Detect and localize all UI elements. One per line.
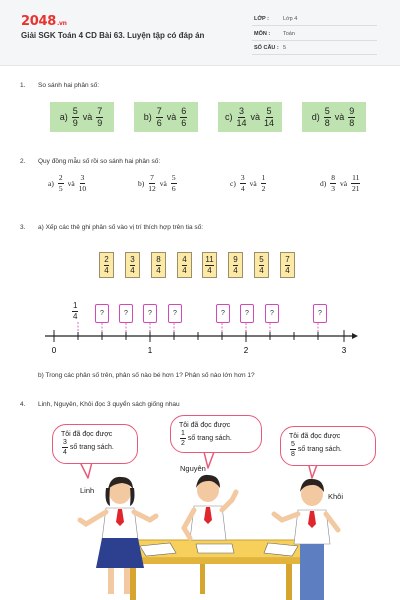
and-word: và bbox=[334, 112, 345, 122]
meta-value: Lớp 4 bbox=[283, 16, 298, 22]
question-text: Linh, Nguyên, Khôi đọc 3 quyển sách giống nhau bbox=[38, 401, 180, 408]
numerator: 5 bbox=[291, 441, 295, 449]
numerator: 3 bbox=[63, 439, 67, 447]
bubble-line-2-row bbox=[289, 441, 367, 458]
denominator: 4 bbox=[182, 265, 187, 275]
denominator: 5 bbox=[58, 183, 63, 193]
denominator: 8 bbox=[349, 117, 355, 128]
fraction bbox=[180, 430, 186, 447]
bubble-line-2: số trang sách. bbox=[297, 446, 342, 454]
numerator: 6 bbox=[181, 105, 187, 116]
numerator: 7 bbox=[150, 173, 154, 182]
denominator: 4 bbox=[285, 265, 290, 275]
axis-label: 2 bbox=[243, 346, 249, 355]
page-title: Giải SGK Toán 4 CD Bài 63. Luyện tập có đáp án bbox=[21, 31, 205, 40]
speech-bubble-linh bbox=[52, 424, 138, 464]
numerator: 5 bbox=[171, 173, 176, 182]
answer-box[interactable]: ? bbox=[216, 304, 230, 323]
denominator: 6 bbox=[181, 117, 187, 128]
item-label: c) bbox=[224, 112, 233, 122]
denominator: 4 bbox=[104, 265, 109, 275]
question-text: So sánh hai phân số: bbox=[38, 82, 100, 89]
bubble-line-2-row bbox=[61, 439, 129, 456]
meta-value: 5 bbox=[283, 45, 287, 51]
and-word: và bbox=[159, 178, 167, 188]
denominator: 4 bbox=[259, 265, 264, 275]
answer-box[interactable]: ? bbox=[168, 304, 182, 323]
speech-bubble-nguyen bbox=[170, 415, 262, 453]
denominator: 9 bbox=[97, 117, 103, 128]
bubble-line-2-row bbox=[179, 430, 253, 447]
and-word: và bbox=[67, 178, 75, 188]
bubble-line-1: Tôi đã đọc được bbox=[289, 433, 341, 440]
item-label: b) bbox=[138, 178, 145, 188]
item-label: a) bbox=[48, 178, 54, 188]
numerator: 11 bbox=[205, 254, 214, 264]
name-khoi: Khôi bbox=[328, 492, 344, 501]
question-text: Quy đồng mẫu số rồi so sánh hai phân số: bbox=[38, 158, 161, 165]
denominator: 4 bbox=[63, 449, 67, 457]
denominator: 21 bbox=[351, 183, 360, 193]
numerator: 3 bbox=[240, 173, 245, 182]
item-label: d) bbox=[311, 112, 320, 122]
numerator: 3 bbox=[80, 173, 85, 182]
numerator: 1 bbox=[261, 173, 266, 182]
numerator: 1 bbox=[73, 301, 78, 310]
denominator: 9 bbox=[72, 117, 78, 128]
numerator: 2 bbox=[104, 254, 109, 264]
meta-key: SỐ CÂU : bbox=[254, 45, 279, 51]
name-nguyen: Nguyên bbox=[180, 464, 206, 473]
numerator: 5 bbox=[266, 105, 272, 116]
axis-label: 3 bbox=[341, 346, 347, 355]
denominator: 2 bbox=[261, 183, 266, 193]
question-number: 3. bbox=[20, 224, 26, 231]
numerator: 7 bbox=[285, 254, 290, 264]
numerator: 3 bbox=[130, 254, 135, 264]
axis-label: 1 bbox=[147, 346, 153, 355]
denominator: 6 bbox=[156, 117, 162, 128]
question-text: a) Xếp các thẻ ghi phân số vào vị trí thích hợp trên tia số: bbox=[38, 224, 204, 231]
item-label: c) bbox=[230, 178, 236, 188]
denominator: 14 bbox=[236, 117, 247, 128]
numerator: 5 bbox=[72, 105, 78, 116]
denominator: 4 bbox=[130, 265, 135, 275]
denominator: 2 bbox=[181, 440, 185, 448]
numerator: 9 bbox=[349, 105, 355, 116]
logo-text: 2048 bbox=[21, 14, 56, 29]
numerator: 7 bbox=[97, 105, 103, 116]
bubble-line-1: Tôi đã đọc được bbox=[179, 422, 231, 429]
question-number: 4. bbox=[20, 401, 26, 408]
answer-box[interactable]: ? bbox=[95, 304, 109, 323]
logo-suffix: .vn bbox=[56, 20, 67, 27]
numerator: 9 bbox=[233, 254, 238, 264]
numerator: 3 bbox=[238, 105, 244, 116]
axis-label: 0 bbox=[51, 346, 57, 355]
denominator: 4 bbox=[156, 265, 161, 275]
bubble-line-2: số trang sách. bbox=[187, 435, 232, 443]
denominator: 6 bbox=[171, 183, 176, 193]
numerator: 8 bbox=[156, 254, 161, 264]
answer-box[interactable]: ? bbox=[265, 304, 279, 323]
denominator: 10 bbox=[78, 183, 87, 193]
item-label: b) bbox=[143, 112, 152, 122]
meta-key: MÔN : bbox=[254, 31, 271, 37]
and-word: và bbox=[166, 112, 177, 122]
bubble-line-2: số trang sách. bbox=[69, 444, 114, 452]
denominator: 8 bbox=[291, 451, 295, 459]
denominator: 4 bbox=[233, 265, 238, 275]
and-word: và bbox=[250, 112, 260, 122]
question-number: 2. bbox=[20, 158, 26, 165]
meta-key: LỚP : bbox=[254, 16, 269, 22]
fraction bbox=[290, 441, 296, 458]
question-3b-prompt: b) Trong các phân số trên, phân số nào bé hơn 1? Phân số nào lớn hơn 1? bbox=[38, 372, 255, 379]
numerator: 7 bbox=[156, 105, 162, 116]
numerator: 4 bbox=[182, 254, 187, 264]
item-label: a) bbox=[59, 112, 68, 122]
item-label: d) bbox=[320, 178, 327, 188]
fraction bbox=[62, 439, 68, 456]
numerator: 5 bbox=[324, 105, 330, 116]
question-number: 1. bbox=[20, 82, 26, 89]
answer-box[interactable]: ? bbox=[240, 304, 254, 323]
denominator: 4 bbox=[73, 312, 78, 321]
numerator: 11 bbox=[352, 173, 360, 182]
numerator: 8 bbox=[331, 173, 335, 182]
bubble-tail bbox=[80, 462, 92, 478]
and-word: và bbox=[340, 178, 348, 188]
answer-box[interactable]: ? bbox=[313, 304, 327, 323]
numerator: 5 bbox=[259, 254, 264, 264]
denominator: 4 bbox=[240, 183, 245, 193]
and-word: và bbox=[82, 112, 93, 122]
and-word: và bbox=[249, 178, 257, 188]
denominator: 3 bbox=[331, 183, 335, 193]
answer-box[interactable]: ? bbox=[119, 304, 133, 323]
answer-box[interactable]: ? bbox=[143, 304, 157, 323]
denominator: 12 bbox=[148, 183, 156, 193]
nguyen-illustration bbox=[184, 475, 236, 540]
denominator: 14 bbox=[264, 117, 275, 128]
denominator: 4 bbox=[207, 265, 212, 275]
numerator: 2 bbox=[58, 173, 63, 182]
speech-bubble-khoi bbox=[280, 426, 376, 466]
numerator: 1 bbox=[181, 430, 185, 438]
denominator: 8 bbox=[324, 117, 330, 128]
meta-value: Toán bbox=[283, 31, 295, 37]
bubble-line-1: Tôi đã đọc được bbox=[61, 431, 113, 438]
name-linh: Linh bbox=[80, 486, 95, 495]
